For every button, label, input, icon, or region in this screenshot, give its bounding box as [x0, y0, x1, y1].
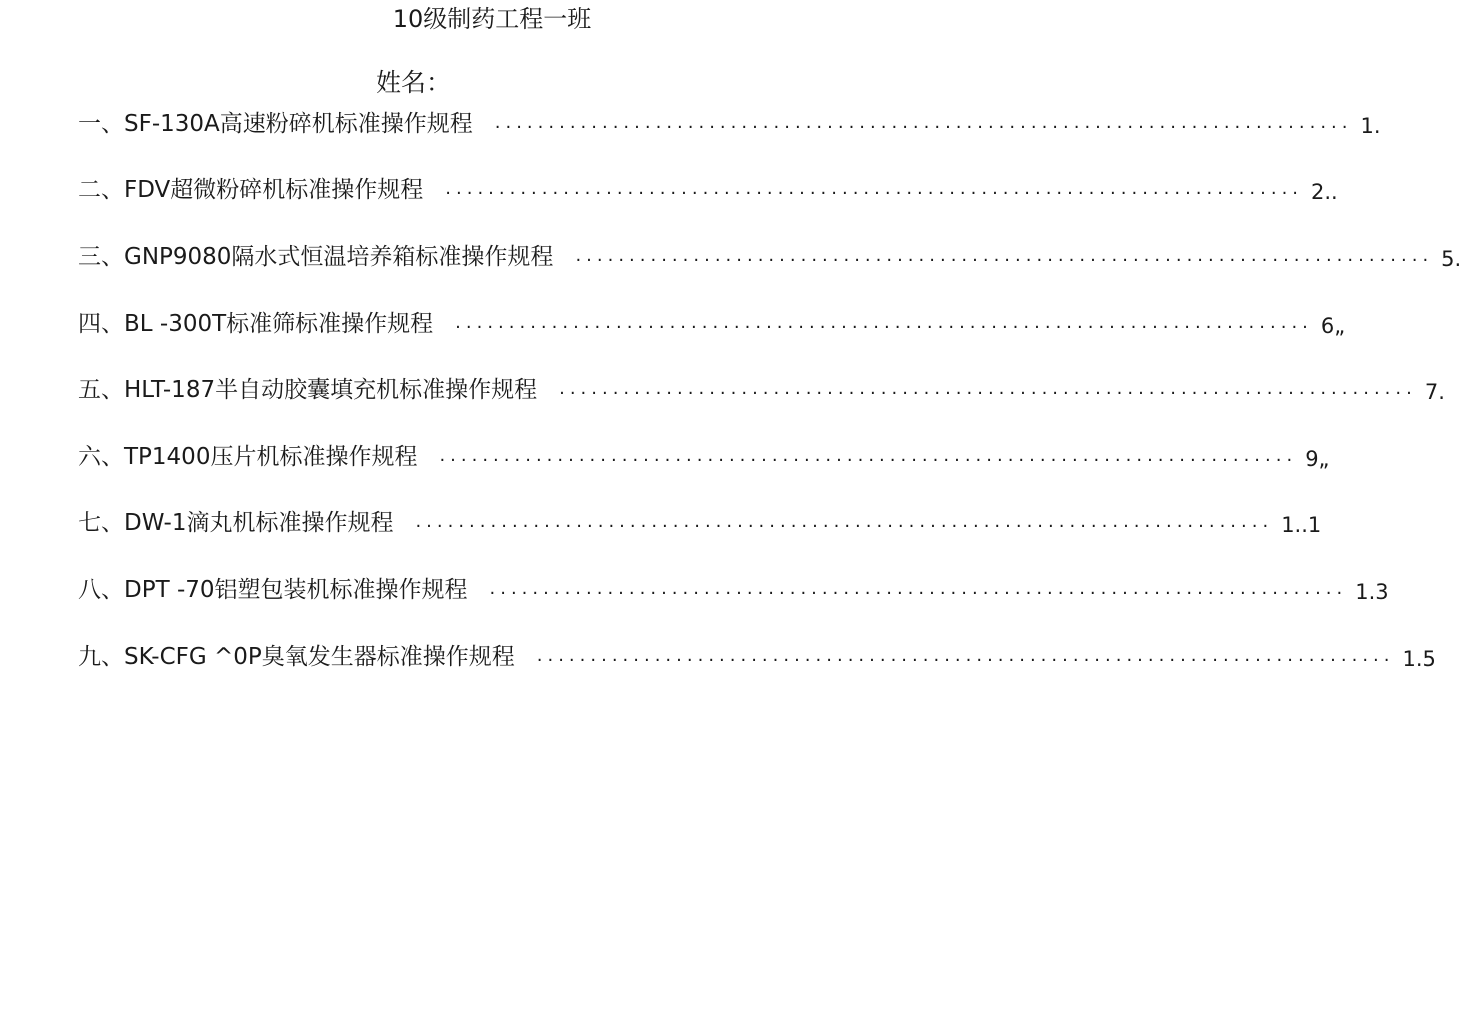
toc-entry-page: 1..1	[1281, 513, 1322, 537]
toc-leader-dots: ................................................................................	[439, 445, 1298, 466]
name-label: 姓名：	[376, 68, 452, 97]
toc-entry-title: DPT -70铝塑包装机标准操作规程	[124, 577, 468, 603]
toc-entry-6[interactable]	[78, 437, 1330, 471]
toc-entry-4[interactable]	[78, 304, 1346, 338]
toc-leader-dots: ................................................................................	[455, 312, 1313, 333]
toc-entry-8[interactable]	[78, 570, 1389, 604]
toc-entry-1[interactable]	[78, 104, 1381, 138]
toc-entry-page: 1.5	[1402, 647, 1436, 671]
toc-entry-title: TP1400压片机标准操作规程	[124, 444, 418, 470]
toc-entry-page: 7.	[1424, 380, 1445, 404]
toc-entry-title: SK-CFG ^0P臭氧发生器标准操作规程	[124, 644, 515, 670]
toc-leader-dots: ................................................................................	[575, 245, 1434, 266]
toc-entry-page: 6„	[1320, 314, 1346, 338]
toc-entry-number: 二、	[78, 177, 124, 203]
toc-entry-number: 五、	[78, 377, 124, 403]
toc-entry-page: 1.3	[1355, 580, 1389, 604]
toc-entry-title: SF-130A高速粉碎机标准操作规程	[124, 111, 473, 137]
toc-leader-dots: ................................................................................	[415, 511, 1274, 532]
toc-leader-dots: ................................................................................	[536, 645, 1395, 666]
toc-entry-7[interactable]	[78, 503, 1322, 537]
toc-entry-title: FDV超微粉碎机标准操作规程	[124, 177, 424, 203]
toc-entry-9[interactable]	[78, 637, 1436, 671]
toc-entry-number: 六、	[78, 444, 124, 470]
toc-entry-number: 九、	[78, 644, 124, 670]
toc-entry-title: DW-1滴丸机标准操作规程	[124, 510, 394, 536]
toc-entry-number: 一、	[78, 111, 124, 137]
toc-leader-dots: ................................................................................	[559, 378, 1417, 399]
toc-entry-number: 七、	[78, 510, 124, 536]
toc-entry-page: 1.	[1360, 114, 1381, 138]
toc-entry-title: GNP9080隔水式恒温培养箱标准操作规程	[124, 244, 554, 270]
toc-entry-number: 三、	[78, 244, 124, 270]
toc-entry-3[interactable]	[78, 237, 1462, 271]
toc-entry-number: 四、	[78, 311, 124, 337]
toc-entry-5[interactable]	[78, 370, 1445, 404]
toc-entry-title: HLT-187半自动胶囊填充机标准操作规程	[124, 377, 538, 403]
toc-leader-dots: ................................................................................	[494, 112, 1353, 133]
toc-entry-page: 5.	[1441, 247, 1462, 271]
toc-entry-number: 八、	[78, 577, 124, 603]
toc-entry-title: BL -300T标准筛标准操作规程	[124, 311, 434, 337]
toc-entry-2[interactable]	[78, 170, 1338, 204]
toc-entry-page: 9„	[1305, 447, 1330, 471]
class-title: 10级制药工程一班	[392, 5, 592, 33]
toc-leader-dots: ................................................................................	[489, 578, 1348, 599]
toc-leader-dots: ................................................................................	[445, 178, 1304, 199]
toc-entry-page: 2..	[1311, 180, 1338, 204]
